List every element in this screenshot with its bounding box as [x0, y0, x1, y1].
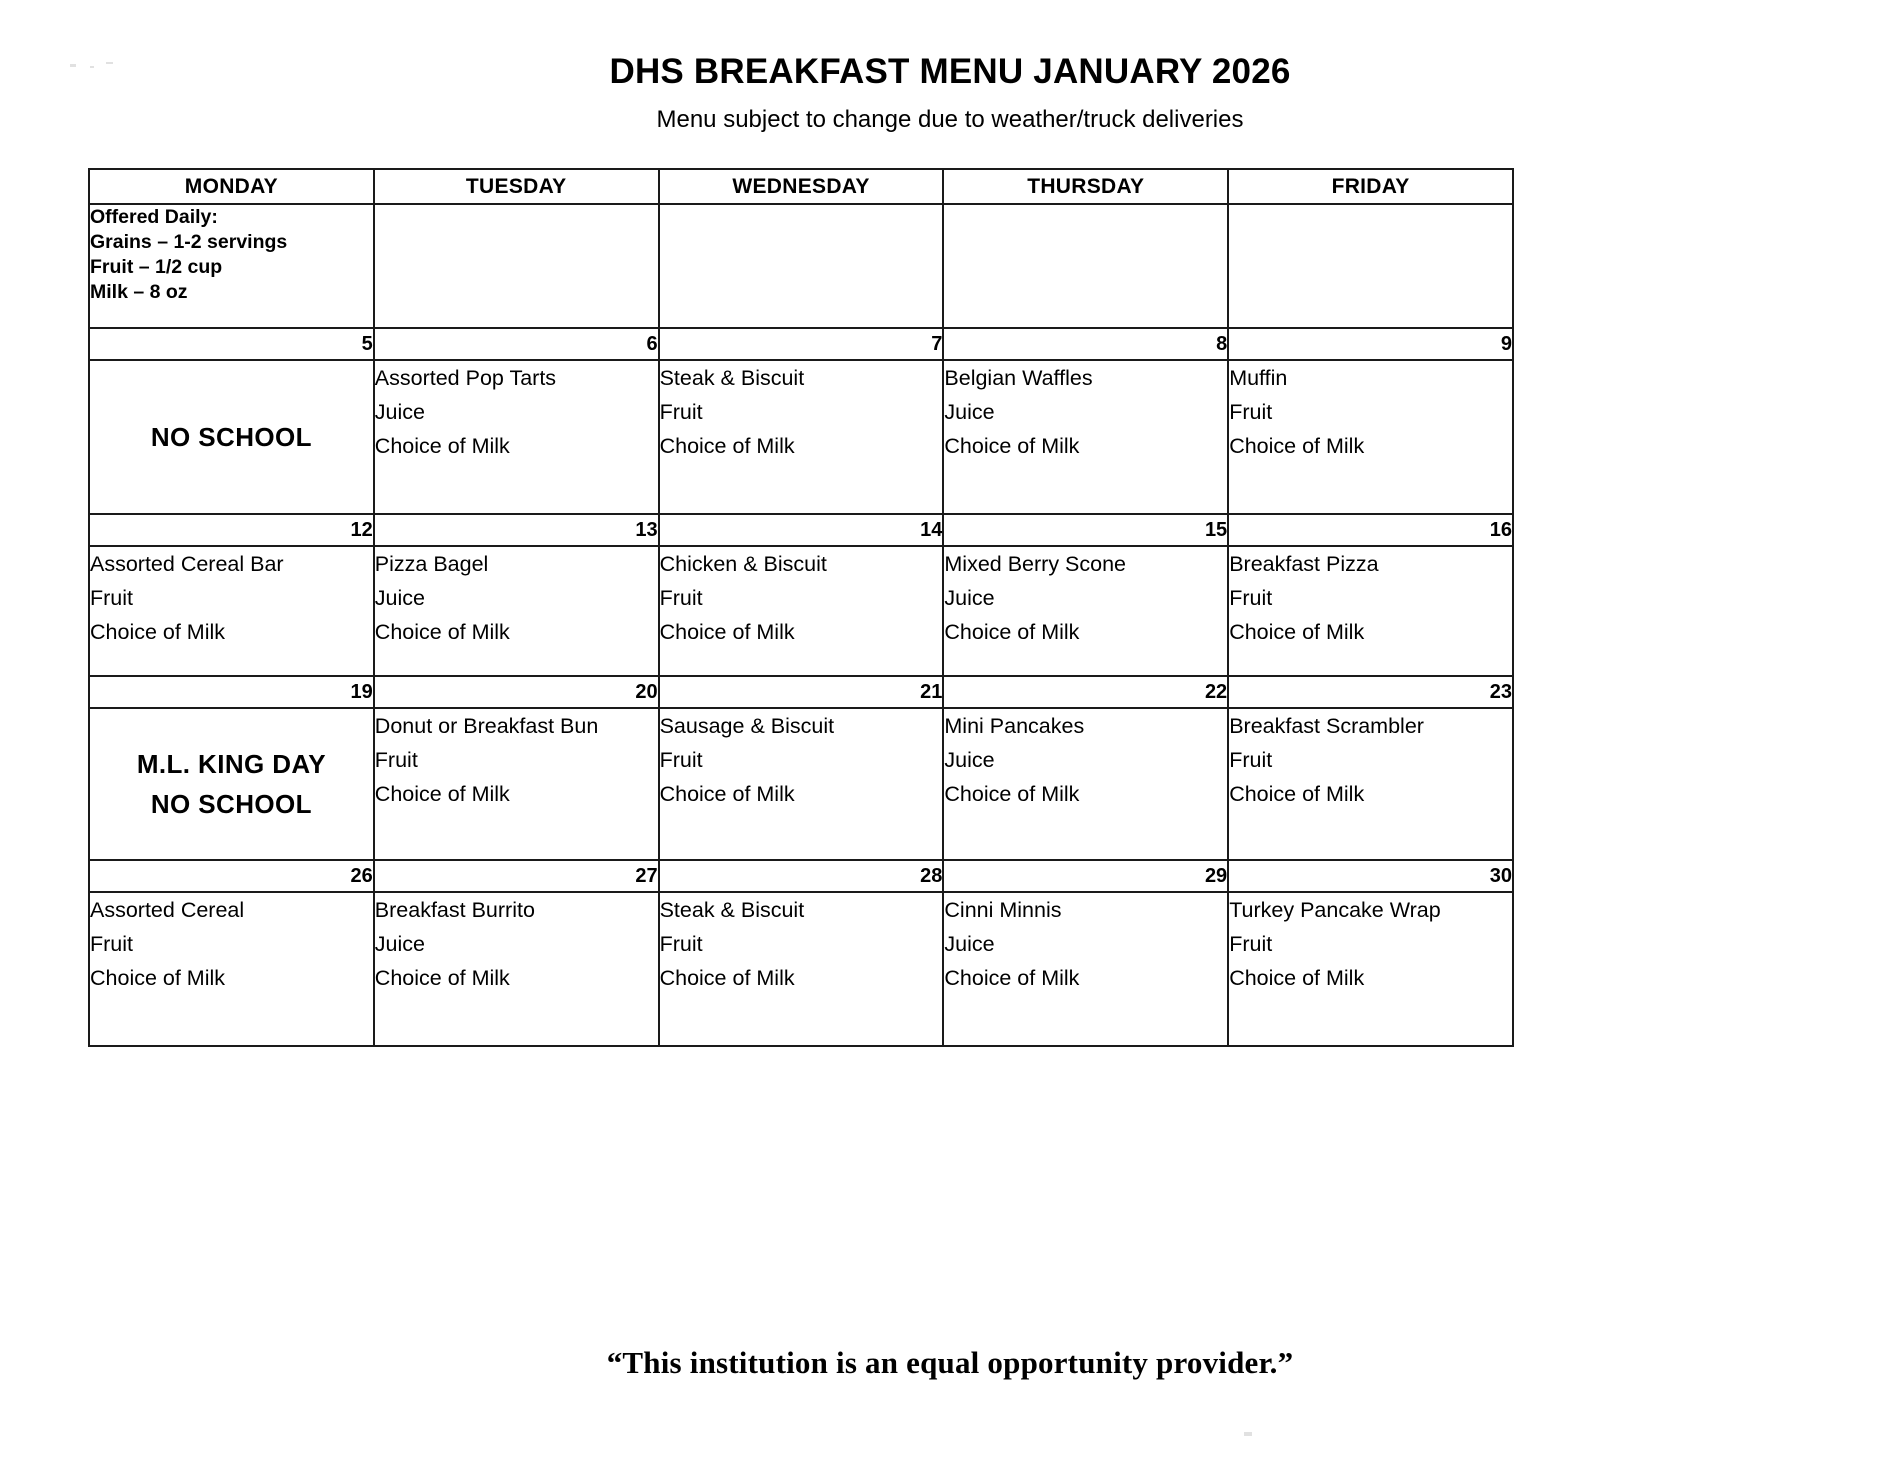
menu-item-side: Fruit: [659, 747, 703, 772]
scan-artifact: [90, 66, 94, 68]
menu-item-side: Juice: [944, 747, 995, 772]
menu-item-main: Assorted Cereal: [90, 897, 245, 922]
menu-item-main: Mini Pancakes: [944, 713, 1085, 738]
menu-cell: [89, 892, 374, 1046]
menu-cell: [943, 708, 1228, 860]
menu-item-drink: Choice of Milk: [374, 619, 510, 644]
menu-item-drink: Choice of Milk: [944, 433, 1080, 458]
menu-cell: [374, 708, 659, 860]
menu-item-main: Breakfast Burrito: [374, 897, 535, 922]
menu-row-week3: [89, 708, 1513, 860]
menu-item-drink: Choice of Milk: [659, 619, 795, 644]
menu-item-side: Fruit: [659, 931, 703, 956]
menu-item-drink: Choice of Milk: [1229, 619, 1365, 644]
menu-item-main: Breakfast Scrambler: [1229, 713, 1424, 738]
date-row-week3: [89, 676, 1513, 708]
no-school-label: NO SCHOOL: [150, 421, 312, 452]
menu-item-drink: Choice of Milk: [90, 619, 226, 644]
menu-item-side: Fruit: [374, 747, 418, 772]
menu-item-main: Mixed Berry Scone: [944, 551, 1127, 576]
date-cell: 9: [1228, 328, 1513, 360]
date-cell: 19: [89, 676, 374, 708]
menu-item-drink: Choice of Milk: [944, 965, 1080, 990]
menu-item-side: Fruit: [1229, 747, 1273, 772]
date-cell: 8: [943, 328, 1228, 360]
menu-item-side: Fruit: [90, 931, 133, 956]
menu-cell: [1228, 360, 1513, 514]
menu-item-drink: Choice of Milk: [944, 781, 1080, 806]
menu-item-drink: Choice of Milk: [944, 619, 1080, 644]
holiday-label: M.L. KING DAY: [136, 748, 326, 779]
date-cell: 23: [1228, 676, 1513, 708]
menu-item-drink: Choice of Milk: [1229, 433, 1365, 458]
page-subtitle: Menu subject to change due to weather/truck deliveries: [656, 106, 1244, 134]
menu-cell: [374, 892, 659, 1046]
column-header-friday: FRIDAY: [1228, 169, 1513, 204]
offered-daily-cell: [89, 204, 374, 328]
date-cell: 13: [374, 514, 659, 546]
menu-item-side: Fruit: [659, 399, 703, 424]
menu-item-main: Breakfast Pizza: [1229, 551, 1379, 576]
offered-daily-heading: Offered Daily:: [90, 205, 218, 228]
menu-item-drink: Choice of Milk: [659, 781, 795, 806]
date-cell: 7: [659, 328, 944, 360]
date-row-week1: [89, 328, 1513, 360]
menu-cell-no-school: [89, 360, 374, 514]
offered-daily-blank-wednesday: [659, 204, 944, 328]
menu-item-main: Turkey Pancake Wrap: [1229, 897, 1441, 922]
menu-item-side: Juice: [374, 585, 425, 610]
menu-cell: [89, 546, 374, 676]
date-cell: 15: [943, 514, 1228, 546]
offered-daily-blank-tuesday: [374, 204, 659, 328]
menu-item-drink: Choice of Milk: [374, 781, 510, 806]
menu-row-week2: [89, 546, 1513, 676]
menu-item-side: Fruit: [90, 585, 133, 610]
date-cell: 27: [374, 860, 659, 892]
menu-cell: [1228, 546, 1513, 676]
menu-cell: [659, 546, 944, 676]
menu-cell: [1228, 892, 1513, 1046]
column-header-monday: MONDAY: [89, 169, 374, 204]
menu-calendar-table: [88, 168, 1514, 1047]
scan-artifact: [70, 64, 76, 67]
date-cell: 28: [659, 860, 944, 892]
column-header-tuesday: TUESDAY: [374, 169, 659, 204]
scan-artifact: [1244, 1432, 1252, 1436]
menu-cell: [943, 546, 1228, 676]
menu-cell: [943, 892, 1228, 1046]
menu-item-drink: Choice of Milk: [659, 433, 795, 458]
menu-item-main: Assorted Cereal Bar: [90, 551, 284, 576]
date-cell: 29: [943, 860, 1228, 892]
date-row-week4: [89, 860, 1513, 892]
table-header-row: [89, 169, 1513, 204]
column-header-thursday: THURSDAY: [943, 169, 1228, 204]
date-cell: 5: [89, 328, 374, 360]
calendar-container: [88, 168, 1512, 1047]
menu-cell: [659, 708, 944, 860]
menu-item-drink: Choice of Milk: [1229, 965, 1365, 990]
menu-item-drink: Choice of Milk: [374, 433, 510, 458]
page-footer: [0, 1345, 1900, 1381]
menu-row-week1: [89, 360, 1513, 514]
date-cell: 14: [659, 514, 944, 546]
menu-item-side: Juice: [944, 585, 995, 610]
menu-item-side: Juice: [944, 399, 995, 424]
scan-artifact: [106, 62, 113, 64]
menu-item-main: Sausage & Biscuit: [659, 713, 835, 738]
menu-item-side: Juice: [374, 931, 425, 956]
date-cell: 20: [374, 676, 659, 708]
offered-daily-row: [89, 204, 1513, 328]
menu-item-main: Pizza Bagel: [374, 551, 489, 576]
date-cell: 16: [1228, 514, 1513, 546]
offered-daily-fruit: Fruit – 1/2 cup: [90, 255, 223, 278]
menu-item-main: Donut or Breakfast Bun: [374, 713, 599, 738]
date-cell: 26: [89, 860, 374, 892]
date-cell: 12: [89, 514, 374, 546]
menu-item-side: Fruit: [659, 585, 703, 610]
menu-cell: [1228, 708, 1513, 860]
menu-item-side: Fruit: [1229, 931, 1273, 956]
menu-item-drink: Choice of Milk: [659, 965, 795, 990]
menu-item-side: Juice: [944, 931, 995, 956]
menu-cell-holiday: [89, 708, 374, 860]
menu-item-side: Fruit: [1229, 585, 1273, 610]
menu-item-main: Chicken & Biscuit: [659, 551, 827, 576]
menu-item-main: Muffin: [1229, 365, 1288, 390]
menu-cell: [659, 360, 944, 514]
offered-daily-blank-friday: [1228, 204, 1513, 328]
offered-daily-grains: Grains – 1-2 servings: [90, 230, 288, 253]
offered-daily-blank-thursday: [943, 204, 1228, 328]
menu-item-main: Steak & Biscuit: [659, 897, 805, 922]
menu-item-drink: Choice of Milk: [374, 965, 510, 990]
page-title: DHS BREAKFAST MENU JANUARY 2026: [609, 52, 1291, 91]
menu-item-main: Assorted Pop Tarts: [374, 365, 557, 390]
date-cell: 6: [374, 328, 659, 360]
menu-cell: [374, 360, 659, 514]
offered-daily-milk: Milk – 8 oz: [90, 280, 188, 303]
date-row-week2: [89, 514, 1513, 546]
menu-cell: [943, 360, 1228, 514]
menu-item-main: Cinni Minnis: [944, 897, 1062, 922]
menu-item-main: Belgian Waffles: [944, 365, 1093, 390]
no-school-label: NO SCHOOL: [150, 788, 312, 819]
date-cell: 21: [659, 676, 944, 708]
page-header: [0, 0, 1900, 134]
menu-item-side: Juice: [374, 399, 425, 424]
menu-cell: [374, 546, 659, 676]
menu-row-week4: [89, 892, 1513, 1046]
date-cell: 22: [943, 676, 1228, 708]
menu-cell: [659, 892, 944, 1046]
menu-item-drink: Choice of Milk: [1229, 781, 1365, 806]
menu-item-drink: Choice of Milk: [90, 965, 226, 990]
menu-item-side: Fruit: [1229, 399, 1273, 424]
equal-opportunity-statement: “This institution is an equal opportunity provider.”: [606, 1345, 1294, 1380]
date-cell: 30: [1228, 860, 1513, 892]
menu-item-main: Steak & Biscuit: [659, 365, 805, 390]
column-header-wednesday: WEDNESDAY: [659, 169, 944, 204]
